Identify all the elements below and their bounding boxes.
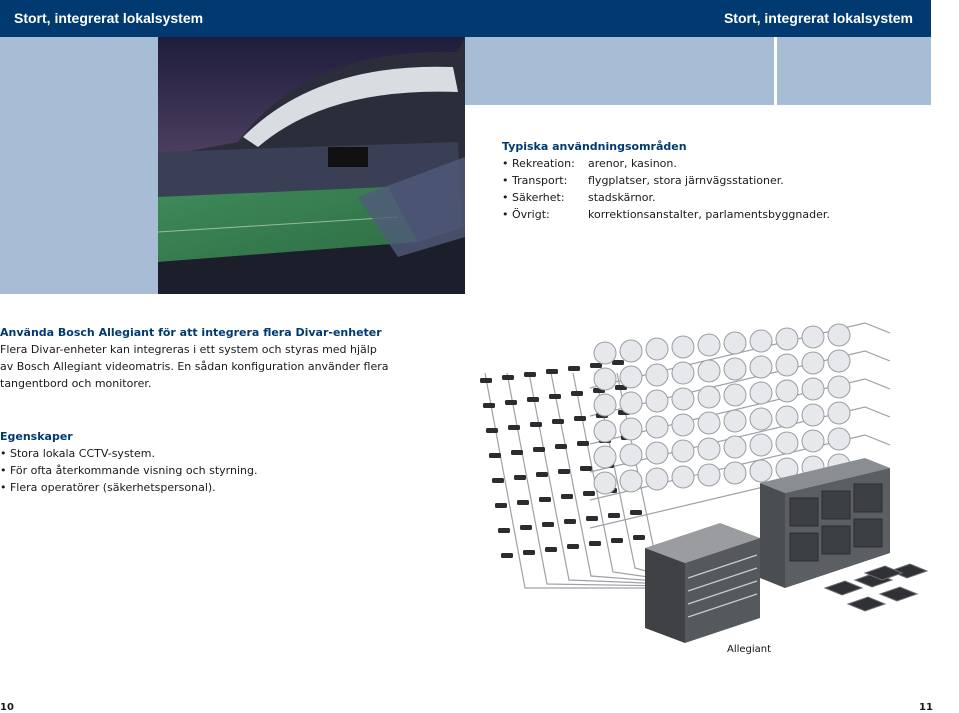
- usage-item: • Säkerhet: stadskärnor.: [502, 191, 656, 204]
- dome-camera: [672, 414, 694, 436]
- usage-item: • Transport: flygplatser, stora järnvägsstationer.: [502, 174, 784, 187]
- fixed-camera: [508, 425, 520, 430]
- header-title-left: Stort, integrerat lokalsystem: [14, 10, 204, 26]
- fixed-camera: [580, 466, 592, 471]
- dome-camera: [672, 388, 694, 410]
- fixed-camera: [561, 494, 573, 499]
- color-block-mid: [465, 37, 774, 105]
- fixed-camera: [530, 422, 542, 427]
- article-section: [0, 324, 400, 392]
- fixed-camera: [564, 519, 576, 524]
- fixed-camera: [489, 453, 501, 458]
- usage-item: • Övrigt: korrektionsanstalter, parlamentsbyggnader.: [502, 208, 830, 221]
- fixed-camera: [590, 363, 602, 368]
- fixed-camera: [514, 475, 526, 480]
- color-block-right: [777, 37, 931, 105]
- fixed-camera: [498, 528, 510, 533]
- features-section: [0, 428, 400, 496]
- article-line: av Bosch Allegiant videomatris. En sådan konfiguration använder flera: [0, 360, 389, 373]
- fixed-camera: [586, 516, 598, 521]
- dome-camera: [802, 326, 824, 348]
- dome-camera: [620, 444, 642, 466]
- fixed-camera: [608, 513, 620, 518]
- fixed-camera: [486, 428, 498, 433]
- features-heading: Egenskaper: [0, 430, 73, 443]
- dome-camera: [646, 442, 668, 464]
- usage-section: [502, 138, 922, 223]
- dome-camera: [698, 334, 720, 356]
- dome-camera: [594, 368, 616, 390]
- fixed-camera: [501, 553, 513, 558]
- fixed-camera: [589, 541, 601, 546]
- dome-camera: [698, 386, 720, 408]
- dome-camera: [620, 392, 642, 414]
- article-heading: Använda Bosch Allegiant för att integrera flera Divar-enheter: [0, 326, 382, 339]
- fixed-camera: [520, 525, 532, 530]
- fixed-camera: [583, 491, 595, 496]
- fixed-camera: [492, 478, 504, 483]
- page-number-left: 10: [0, 702, 14, 713]
- fixed-camera: [524, 372, 536, 377]
- fixed-camera: [577, 441, 589, 446]
- dome-camera: [802, 352, 824, 374]
- dome-camera: [828, 402, 850, 424]
- fixed-camera: [568, 366, 580, 371]
- dome-camera: [698, 464, 720, 486]
- system-diagram: [470, 288, 930, 658]
- fixed-camera: [546, 369, 558, 374]
- dome-camera: [750, 330, 772, 352]
- dome-camera: [802, 430, 824, 452]
- dome-camera: [672, 362, 694, 384]
- fixed-camera: [633, 535, 645, 540]
- usage-item: • Rekreation: arenor, kasinon.: [502, 157, 677, 170]
- fixed-camera: [517, 500, 529, 505]
- fixed-camera: [612, 360, 624, 365]
- dome-camera: [620, 366, 642, 388]
- dome-camera: [646, 390, 668, 412]
- fixed-camera: [571, 391, 583, 396]
- dome-camera: [724, 436, 746, 458]
- allegiant-matrix-rack: [645, 523, 760, 643]
- feature-item: • Stora lokala CCTV-system.: [0, 447, 155, 460]
- page-number-right: 11: [919, 702, 933, 713]
- dome-camera: [802, 404, 824, 426]
- article-line: tangentbord och monitorer.: [0, 377, 152, 390]
- article-line: Flera Divar-enheter kan integreras i ett system och styras med hjälp: [0, 343, 377, 356]
- dome-camera: [646, 416, 668, 438]
- dome-camera: [620, 470, 642, 492]
- fixed-camera: [505, 400, 517, 405]
- fixed-camera: [539, 497, 551, 502]
- fixed-camera: [533, 447, 545, 452]
- feature-item: • Flera operatörer (säkerhetspersonal).: [0, 481, 216, 494]
- dome-camera: [776, 380, 798, 402]
- header-title-right: Stort, integrerat lokalsystem: [723, 10, 913, 26]
- dome-camera: [646, 364, 668, 386]
- dome-camera: [698, 360, 720, 382]
- dome-camera: [750, 356, 772, 378]
- dome-camera: [594, 446, 616, 468]
- fixed-camera: [527, 397, 539, 402]
- dome-camera: [750, 382, 772, 404]
- dome-camera: [620, 418, 642, 440]
- dome-camera: [828, 350, 850, 372]
- fixed-camera: [567, 544, 579, 549]
- dome-camera: [828, 376, 850, 398]
- dome-camera: [776, 328, 798, 350]
- dome-camera: [594, 342, 616, 364]
- fixed-camera: [536, 472, 548, 477]
- dome-camera: [724, 410, 746, 432]
- stadium-photo: [158, 37, 465, 294]
- dome-camera: [776, 354, 798, 376]
- dome-camera: [594, 394, 616, 416]
- dome-camera: [594, 472, 616, 494]
- dome-camera: [594, 420, 616, 442]
- color-block-left: [0, 37, 158, 294]
- dome-camera: [750, 408, 772, 430]
- dome-camera: [724, 358, 746, 380]
- dome-camera: [828, 428, 850, 450]
- dome-camera: [672, 336, 694, 358]
- fixed-camera: [495, 503, 507, 508]
- fixed-camera: [549, 394, 561, 399]
- fixed-camera: [552, 419, 564, 424]
- fixed-camera: [630, 510, 642, 515]
- dome-camera: [776, 432, 798, 454]
- fixed-camera: [483, 403, 495, 408]
- page-header: [0, 0, 931, 37]
- fixed-camera: [542, 522, 554, 527]
- fixed-camera: [545, 547, 557, 552]
- dome-camera: [620, 340, 642, 362]
- fixed-camera: [611, 538, 623, 543]
- fixed-camera: [511, 450, 523, 455]
- dome-camera: [672, 466, 694, 488]
- dome-camera: [698, 438, 720, 460]
- diagram-caption: Allegiant: [727, 644, 772, 655]
- dome-camera: [646, 338, 668, 360]
- dome-camera: [750, 434, 772, 456]
- dome-camera: [724, 384, 746, 406]
- fixed-camera: [480, 378, 492, 383]
- dome-camera: [698, 412, 720, 434]
- fixed-camera: [558, 469, 570, 474]
- dome-camera: [724, 462, 746, 484]
- dome-camera: [828, 324, 850, 346]
- dome-camera: [750, 460, 772, 482]
- fixed-camera: [502, 375, 514, 380]
- usage-heading: Typiska användningsområden: [502, 140, 687, 153]
- dome-camera: [672, 440, 694, 462]
- dome-camera: [802, 378, 824, 400]
- keyboard-group: [825, 564, 927, 611]
- fixed-camera: [523, 550, 535, 555]
- feature-item: • För ofta återkommande visning och styrning.: [0, 464, 258, 477]
- dome-camera: [776, 406, 798, 428]
- dome-camera: [646, 468, 668, 490]
- fixed-camera: [555, 444, 567, 449]
- fixed-camera: [574, 416, 586, 421]
- dome-camera: [724, 332, 746, 354]
